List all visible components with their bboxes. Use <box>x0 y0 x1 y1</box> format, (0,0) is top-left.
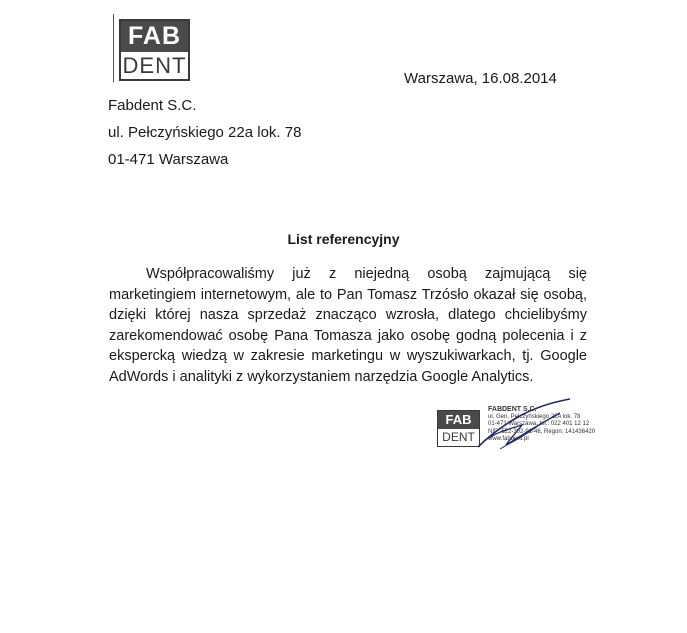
stamp-logo-dent: DENT <box>442 430 475 444</box>
signature-icon <box>470 395 580 455</box>
sender-name: Fabdent S.C. <box>108 97 197 114</box>
fabdent-logo <box>119 19 190 81</box>
stamp-line-1: ul. Gen. Pełczyńskiego 22A lok. 78 <box>488 413 581 420</box>
stamp-logo-fab: FAB <box>438 411 479 429</box>
letter-body <box>109 264 587 387</box>
stamp-line-2: 01-471 Warszawa, tel.: 022 401 12 12 <box>488 421 590 428</box>
sender-street: ul. Pełczyńskiego 22a lok. 78 <box>108 124 302 141</box>
letter-date: Warszawa, 16.08.2014 <box>404 70 557 87</box>
stamp-line-3: NIP: 522-302-91-46, Regon: 141436420 <box>488 428 596 435</box>
letter-body-paragraph: Współpracowaliśmy już z niejedną osobą zajmującą się marketingiem internetowym, ale to Pan Tomasz Trzósło okazał się osobą, dzięki której nasza sprzedaż znacząco wzrosła, dlatego chcielibyśmy zarekomendować osobę Pana Tomasza jako osobę godną polecenia i z ekspercką wiedzą w zakresie marketingu w wyszukiwarkach, tj. Google AdWords i analityki z wykorzystaniem narzędzia Google Analytics. <box>109 266 587 385</box>
letter-title: List referencyjny <box>287 231 400 247</box>
stamp-company: FABDENT S.C. <box>488 406 537 413</box>
logo-fab-text: FAB <box>121 21 188 52</box>
logo-dent-text: DENT <box>122 53 187 78</box>
stamp-line-4: www.fabdent.pl <box>488 436 529 443</box>
logo-divider <box>113 14 114 82</box>
sender-city: 01-471 Warszawa <box>108 151 229 168</box>
